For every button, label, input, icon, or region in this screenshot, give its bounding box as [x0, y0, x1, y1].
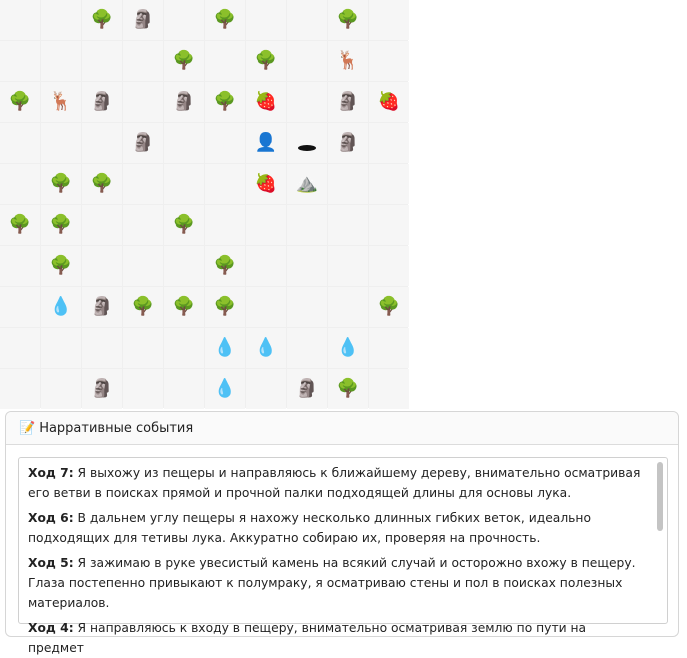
- map-cell[interactable]: [82, 287, 122, 327]
- map-cell[interactable]: [123, 287, 163, 327]
- berry-icon: 🍓: [254, 91, 278, 112]
- map-cell[interactable]: [82, 123, 122, 163]
- map-cell[interactable]: [41, 123, 81, 163]
- map-cell[interactable]: [41, 287, 81, 327]
- event-turn: Ход 6:: [28, 511, 74, 525]
- event-entry: [28, 508, 643, 548]
- berry-icon: 🍓: [254, 173, 278, 194]
- map-cell[interactable]: [164, 205, 204, 245]
- map-cell[interactable]: [164, 328, 204, 368]
- map-cell[interactable]: [205, 82, 245, 122]
- memo-icon: 📝: [19, 420, 36, 436]
- map-cell[interactable]: [246, 369, 286, 409]
- map-cell[interactable]: [205, 369, 245, 409]
- mountain-icon: ⛰️: [295, 173, 319, 194]
- map-cell[interactable]: [205, 287, 245, 327]
- map-cell[interactable]: [82, 328, 122, 368]
- events-log[interactable]: [18, 457, 668, 655]
- tree-icon: 🌳: [90, 9, 114, 30]
- map-cell[interactable]: [246, 82, 286, 122]
- map-cell[interactable]: [41, 246, 81, 286]
- water-icon: 💧: [49, 296, 73, 317]
- event-turn: Ход 4:: [28, 621, 74, 635]
- map-cell[interactable]: [369, 0, 409, 40]
- deer-icon: 🦌: [336, 50, 360, 71]
- map-cell[interactable]: [369, 369, 409, 409]
- map-cell[interactable]: [41, 0, 81, 40]
- map-cell[interactable]: [287, 369, 327, 409]
- map-cell[interactable]: [328, 164, 368, 204]
- water-icon: 💧: [213, 378, 237, 399]
- map-cell[interactable]: [328, 41, 368, 81]
- map-cell[interactable]: [205, 123, 245, 163]
- map-cell[interactable]: [205, 0, 245, 40]
- scrollbar[interactable]: [655, 460, 665, 621]
- map-cell[interactable]: [246, 287, 286, 327]
- map-cell[interactable]: [164, 246, 204, 286]
- map-cell[interactable]: [41, 41, 81, 81]
- map-cell[interactable]: [369, 287, 409, 327]
- map-cell[interactable]: [246, 246, 286, 286]
- tree-icon: 🌳: [213, 255, 237, 276]
- map-cell[interactable]: [123, 41, 163, 81]
- map-cell[interactable]: [369, 41, 409, 81]
- map-cell[interactable]: [328, 246, 368, 286]
- tree-icon: 🌳: [254, 50, 278, 71]
- map-cell[interactable]: [205, 246, 245, 286]
- tree-icon: 🌳: [90, 173, 114, 194]
- map-cell[interactable]: [82, 369, 122, 409]
- map-cell[interactable]: [164, 369, 204, 409]
- map-cell[interactable]: [369, 82, 409, 122]
- map-cell[interactable]: [0, 287, 40, 327]
- map-cell[interactable]: [328, 328, 368, 368]
- map-cell[interactable]: [287, 82, 327, 122]
- map-cell[interactable]: [164, 82, 204, 122]
- event-entry: [28, 553, 643, 613]
- map-cell[interactable]: [82, 246, 122, 286]
- map-cell[interactable]: [369, 205, 409, 245]
- tree-icon: 🌳: [172, 296, 196, 317]
- water-icon: 💧: [213, 337, 237, 358]
- rock-icon: 🗿: [131, 9, 155, 30]
- event-turn: Ход 5:: [28, 556, 74, 570]
- events-list: [19, 458, 651, 655]
- map-cell[interactable]: [246, 328, 286, 368]
- map-cell[interactable]: [0, 82, 40, 122]
- map-cell[interactable]: [0, 123, 40, 163]
- map-cell[interactable]: [328, 369, 368, 409]
- scrollbar-thumb[interactable]: [657, 462, 663, 531]
- map-cell[interactable]: [246, 123, 286, 163]
- map-cell[interactable]: [0, 369, 40, 409]
- map-cell[interactable]: [287, 328, 327, 368]
- rock-icon: 🗿: [90, 296, 114, 317]
- map-cell[interactable]: [328, 205, 368, 245]
- map-grid: [0, 0, 408, 408]
- event-turn: Ход 7:: [28, 466, 74, 480]
- map-cell[interactable]: [123, 164, 163, 204]
- berry-icon: 🍓: [377, 91, 401, 112]
- rock-icon: 🗿: [172, 91, 196, 112]
- map-cell[interactable]: [287, 164, 327, 204]
- tree-icon: 🌳: [8, 91, 32, 112]
- map-cell[interactable]: [205, 164, 245, 204]
- map-cell[interactable]: [123, 82, 163, 122]
- tree-icon: 🌳: [49, 255, 73, 276]
- map-cell[interactable]: [246, 205, 286, 245]
- map-cell[interactable]: [328, 0, 368, 40]
- water-icon: 💧: [336, 337, 360, 358]
- map-cell[interactable]: [287, 123, 327, 163]
- rock-icon: 🗿: [90, 91, 114, 112]
- map-cell[interactable]: [0, 328, 40, 368]
- tree-icon: 🌳: [131, 296, 155, 317]
- player-icon: 👤: [254, 132, 278, 153]
- event-text: Я направляюсь к входу в пещеру, внимательно осматривая землю по пути на предмет: [28, 621, 587, 655]
- panel-header: [6, 412, 678, 445]
- map-cell[interactable]: [123, 246, 163, 286]
- map-cell[interactable]: [0, 205, 40, 245]
- map-cell[interactable]: [369, 123, 409, 163]
- tree-icon: 🌳: [49, 214, 73, 235]
- map-cell[interactable]: [246, 41, 286, 81]
- map-cell[interactable]: [0, 246, 40, 286]
- map-cell[interactable]: [82, 82, 122, 122]
- map-cell[interactable]: [82, 41, 122, 81]
- map-cell[interactable]: [41, 205, 81, 245]
- map-cell[interactable]: [123, 0, 163, 40]
- map-cell[interactable]: [123, 205, 163, 245]
- event-entry: [28, 618, 643, 658]
- tree-icon: 🌳: [8, 214, 32, 235]
- tree-icon: 🌳: [336, 9, 360, 30]
- water-icon: 💧: [254, 337, 278, 358]
- tree-icon: 🌳: [172, 214, 196, 235]
- event-text: Я выхожу из пещеры и направляюсь к ближайшему дереву, внимательно осматривая его ветви в поисках прямой и прочной палки подходящей длины для основы лука.: [28, 466, 641, 500]
- map-cell[interactable]: [82, 164, 122, 204]
- rock-icon: 🗿: [295, 378, 319, 399]
- map-cell[interactable]: [205, 205, 245, 245]
- map-cell[interactable]: [123, 369, 163, 409]
- map-cell[interactable]: [369, 164, 409, 204]
- tree-icon: 🌳: [172, 50, 196, 71]
- map-cell[interactable]: [369, 246, 409, 286]
- map-cell[interactable]: [164, 123, 204, 163]
- tree-icon: 🌳: [49, 173, 73, 194]
- tree-icon: 🌳: [213, 91, 237, 112]
- map-cell[interactable]: [164, 164, 204, 204]
- narrative-panel: [5, 411, 679, 655]
- map-cell[interactable]: [123, 328, 163, 368]
- map-cell[interactable]: [328, 82, 368, 122]
- map-cell[interactable]: [287, 287, 327, 327]
- cave-entrance-icon: [298, 145, 316, 151]
- map-cell[interactable]: [41, 82, 81, 122]
- map-cell[interactable]: [205, 41, 245, 81]
- tree-icon: 🌳: [377, 296, 401, 317]
- rock-icon: 🗿: [336, 132, 360, 153]
- map-cell[interactable]: [41, 369, 81, 409]
- event-text: В дальнем углу пещеры я нахожу несколько длинных гибких веток, идеально подходящих для тетивы лука. Аккуратно собираю их, проверяя на прочность.: [28, 511, 591, 545]
- map-cell[interactable]: [287, 0, 327, 40]
- map-cell[interactable]: [82, 0, 122, 40]
- map-cell[interactable]: [0, 0, 40, 40]
- map-cell[interactable]: [123, 123, 163, 163]
- map-cell[interactable]: [369, 328, 409, 368]
- map-cell[interactable]: [246, 0, 286, 40]
- event-entry: [28, 463, 643, 503]
- map-cell[interactable]: [328, 123, 368, 163]
- rock-icon: 🗿: [131, 132, 155, 153]
- map-cell[interactable]: [0, 164, 40, 204]
- map-cell[interactable]: [164, 287, 204, 327]
- map-cell[interactable]: [287, 205, 327, 245]
- rock-icon: 🗿: [90, 378, 114, 399]
- map-cell[interactable]: [205, 328, 245, 368]
- map-cell[interactable]: [164, 41, 204, 81]
- panel-title: Нарративные события: [39, 420, 194, 436]
- deer-icon: 🦌: [49, 91, 73, 112]
- tree-icon: 🌳: [336, 378, 360, 399]
- map-cell[interactable]: [287, 41, 327, 81]
- map-cell[interactable]: [82, 205, 122, 245]
- tree-icon: 🌳: [213, 9, 237, 30]
- event-text: Я зажимаю в руке увесистый камень на всякий случай и осторожно вхожу в пещеру. Глаза постепенно привыкают к полумраку, я осматриваю стены и пол в поисках полезных материалов.: [28, 556, 636, 610]
- map-cell[interactable]: [328, 287, 368, 327]
- map-cell[interactable]: [41, 328, 81, 368]
- map-cell[interactable]: [246, 164, 286, 204]
- map-cell[interactable]: [41, 164, 81, 204]
- map-cell[interactable]: [0, 41, 40, 81]
- map-cell[interactable]: [287, 246, 327, 286]
- rock-icon: 🗿: [336, 91, 360, 112]
- tree-icon: 🌳: [213, 296, 237, 317]
- map-cell[interactable]: [164, 0, 204, 40]
